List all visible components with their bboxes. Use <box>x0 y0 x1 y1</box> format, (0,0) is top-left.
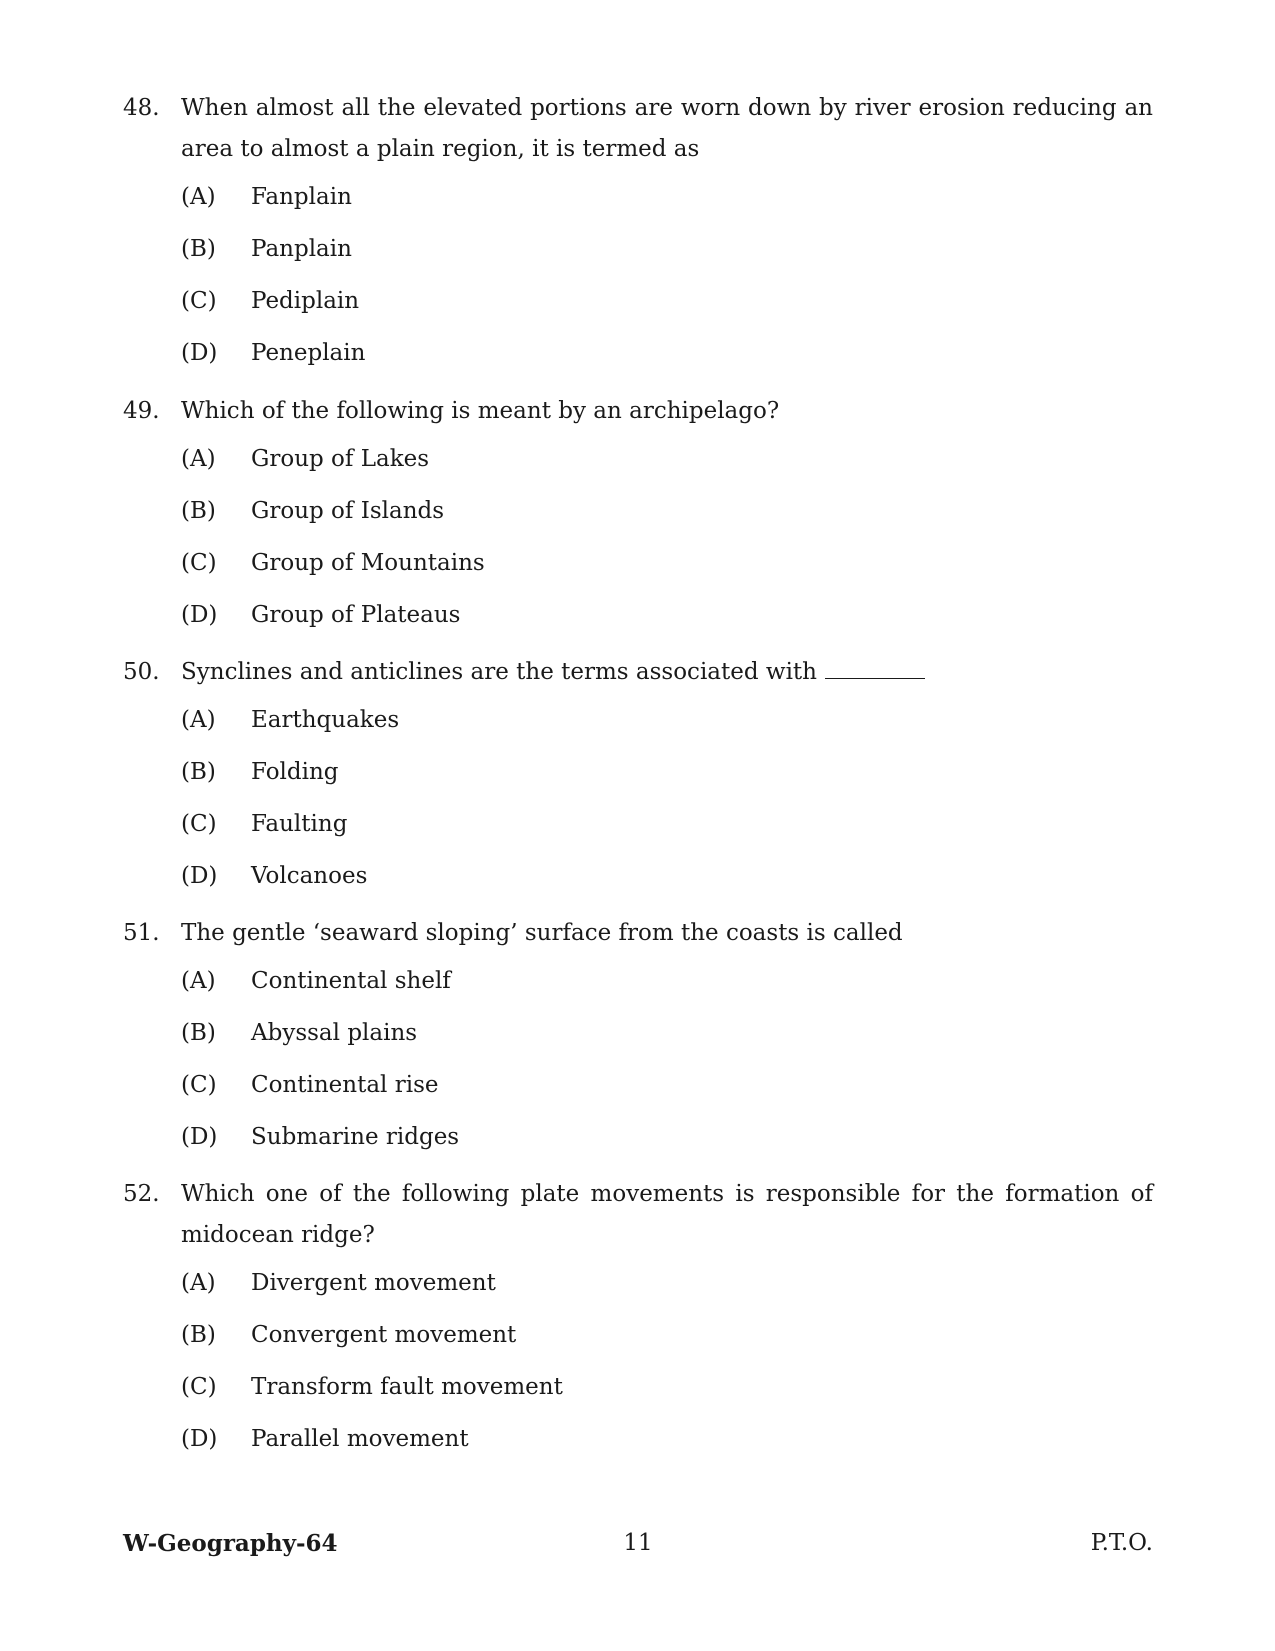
option-d <box>181 1117 1153 1169</box>
question-52 <box>123 1174 1153 1471</box>
option-c <box>181 804 1153 856</box>
option-c <box>181 543 1153 595</box>
question-stem <box>123 391 1153 432</box>
option-text: Group of Plateaus <box>251 602 461 628</box>
question-text: Synclines and anticlines are the terms associated with <box>181 659 817 685</box>
question-51 <box>123 913 1153 1169</box>
option-list <box>123 1263 1153 1471</box>
option-a <box>181 961 1153 1013</box>
option-list <box>123 439 1153 647</box>
option-letter: (C) <box>181 288 217 314</box>
option-text: Volcanoes <box>251 863 368 889</box>
option-letter: (A) <box>181 1270 216 1296</box>
option-text: Group of Mountains <box>251 550 485 576</box>
option-c <box>181 1367 1153 1419</box>
question-stem <box>123 88 1153 170</box>
option-b <box>181 491 1153 543</box>
option-text: Faulting <box>251 811 348 837</box>
question-number: 49. <box>123 398 160 424</box>
option-a <box>181 177 1153 229</box>
option-text: Divergent movement <box>251 1270 496 1296</box>
option-list <box>123 961 1153 1169</box>
answer-blank <box>825 658 925 679</box>
option-letter: (D) <box>181 1124 218 1150</box>
question-number: 48. <box>123 95 160 121</box>
question-text: Which of the following is meant by an archipelago? <box>181 398 780 424</box>
question-text: The gentle ‘seaward sloping’ surface from the coasts is called <box>181 920 903 946</box>
option-text: Submarine ridges <box>251 1124 460 1150</box>
question-49 <box>123 391 1153 647</box>
option-b <box>181 752 1153 804</box>
option-list <box>123 700 1153 908</box>
option-d <box>181 856 1153 908</box>
option-letter: (A) <box>181 184 216 210</box>
question-stem <box>123 652 1153 693</box>
question-stem <box>123 1174 1153 1256</box>
question-text: When almost all the elevated portions are worn down by river erosion reducing an area to almost a plain region, it is termed as <box>181 95 1153 162</box>
option-text: Parallel movement <box>251 1426 469 1452</box>
option-d <box>181 333 1153 385</box>
option-b <box>181 1013 1153 1065</box>
option-letter: (B) <box>181 236 216 262</box>
option-text: Fanplain <box>251 184 352 210</box>
option-a <box>181 700 1153 752</box>
option-d <box>181 595 1153 647</box>
page-number: 11 <box>623 1530 653 1556</box>
option-text: Earthquakes <box>251 707 400 733</box>
option-c <box>181 1065 1153 1117</box>
question-text-wrap <box>181 652 1153 693</box>
option-text: Group of Islands <box>251 498 445 524</box>
question-text: Which one of the following plate movements is responsible for the formation of midocean ridge? <box>181 1181 1153 1248</box>
option-text: Continental rise <box>251 1072 439 1098</box>
option-letter: (C) <box>181 1072 217 1098</box>
question-stem <box>123 913 1153 954</box>
question-50 <box>123 652 1153 908</box>
page-footer <box>123 1530 1153 1570</box>
option-letter: (C) <box>181 550 217 576</box>
option-letter: (C) <box>181 1374 217 1400</box>
option-letter: (B) <box>181 1020 216 1046</box>
option-letter: (C) <box>181 811 217 837</box>
question-48 <box>123 88 1153 385</box>
option-text: Abyssal plains <box>251 1020 418 1046</box>
option-letter: (A) <box>181 446 216 472</box>
paper-code: W-Geography-64 <box>123 1530 338 1557</box>
question-number: 51. <box>123 920 160 946</box>
option-text: Group of Lakes <box>251 446 430 472</box>
option-letter: (A) <box>181 968 216 994</box>
option-text: Transform fault movement <box>251 1374 563 1400</box>
option-text: Continental shelf <box>251 968 451 994</box>
option-c <box>181 281 1153 333</box>
option-text: Pediplain <box>251 288 360 314</box>
option-letter: (B) <box>181 498 216 524</box>
pto-label: P.T.O. <box>1090 1530 1153 1556</box>
option-text: Peneplain <box>251 340 366 366</box>
option-a <box>181 439 1153 491</box>
question-number: 52. <box>123 1181 160 1207</box>
option-letter: (A) <box>181 707 216 733</box>
option-letter: (D) <box>181 340 218 366</box>
question-number: 50. <box>123 659 160 685</box>
option-b <box>181 229 1153 281</box>
option-text: Convergent movement <box>251 1322 517 1348</box>
option-letter: (D) <box>181 1426 218 1452</box>
option-a <box>181 1263 1153 1315</box>
option-letter: (B) <box>181 1322 216 1348</box>
option-letter: (B) <box>181 759 216 785</box>
option-text: Panplain <box>251 236 352 262</box>
option-b <box>181 1315 1153 1367</box>
option-letter: (D) <box>181 602 218 628</box>
option-text: Folding <box>251 759 339 785</box>
option-list <box>123 177 1153 385</box>
option-d <box>181 1419 1153 1471</box>
option-letter: (D) <box>181 863 218 889</box>
